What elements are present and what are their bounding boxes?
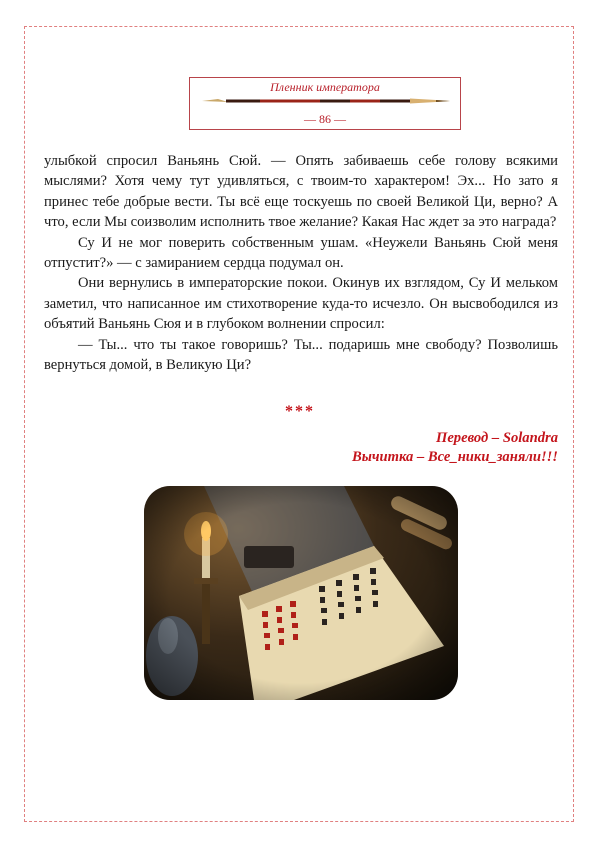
book-title: Пленник императора — [270, 80, 380, 94]
paragraph: Они вернулись в императорские покои. Окинув их взглядом, Су И мельком заметил, что написанное им стихотворение куда-то исчезло. Он высвободился из объятий Ваньянь Сюя и в глубоком волнении спросил: — [44, 275, 558, 333]
paragraph: Су И не мог поверить собственным ушам. «Неужели Ваньянь Сюй меня отпустит?» — с замиранием сердца подумал он. — [44, 234, 558, 272]
scroll-illustration — [144, 486, 458, 700]
paragraph: улыбкой спросил Ваньянь Сюй. — Опять забиваешь себе голову всякими мыслями? Хотя чему тут удивляться, с твоим-то характером! Эх... Но зато я принес тебе добрые вести. Ты всё еще тоскуешь по своей Великой Ци, верно? А что, если Мы соизволим исполнить твое желание? Какая Нас ждет за это награда? — [44, 153, 558, 231]
page-border — [24, 26, 574, 822]
chapter-header — [189, 77, 461, 130]
proofreading-credit: Вычитка – Все_ники_заняли!!! — [352, 449, 558, 465]
paragraph: — Ты... что ты такое говоришь? Ты... подаришь мне свободу? Позволишь вернуться домой, в Великую Ци? — [44, 336, 558, 374]
calligraphy-brush-icon — [200, 95, 452, 107]
body-text — [44, 151, 558, 375]
section-separator: *** — [285, 403, 315, 420]
translation-credit: Перевод – Solandra — [435, 430, 558, 446]
page-number: — 86 — — [304, 112, 346, 126]
